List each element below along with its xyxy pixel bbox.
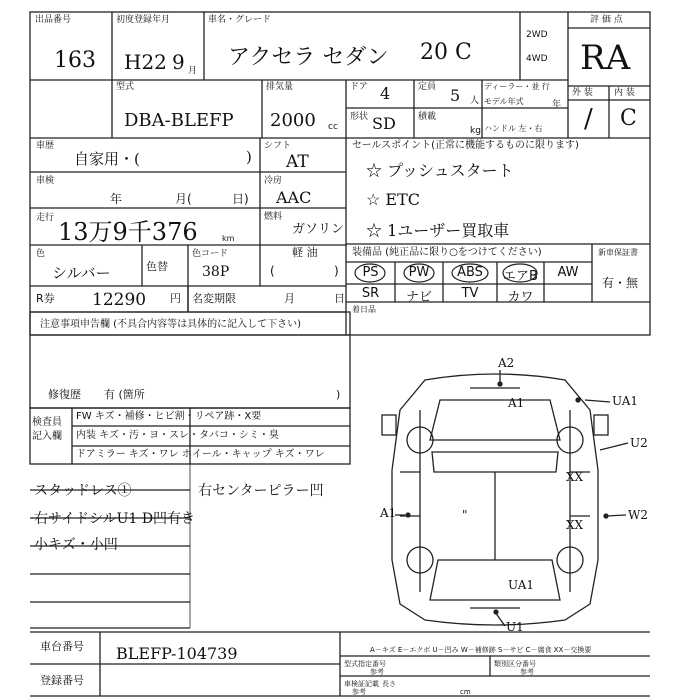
door-value: 4 bbox=[380, 84, 391, 103]
interior-label: 内 装 bbox=[614, 88, 635, 98]
eval-label: 評 価 点 bbox=[590, 15, 623, 25]
equip-pw: PW bbox=[408, 265, 430, 280]
inspector-row2: 内装 キズ・汚・ヨ・スレ・タバコ・シミ・臭 bbox=[76, 430, 279, 441]
fuel-label: 燃料 bbox=[264, 212, 283, 222]
repair-label: 修復歴 bbox=[48, 388, 81, 401]
mileage-label: 走行 bbox=[36, 213, 55, 223]
model-value: DBA-BLEFP bbox=[124, 110, 234, 131]
shift-value: AT bbox=[286, 152, 309, 172]
equip-abs: ABS bbox=[457, 265, 483, 280]
history-close: ) bbox=[246, 148, 252, 166]
drive-2wd: 2WD bbox=[526, 30, 548, 40]
tax-label: 名変期限 bbox=[192, 292, 236, 305]
car-diagram bbox=[382, 370, 628, 626]
new-car-label: 新車保証書 bbox=[598, 248, 638, 257]
grade-value: 20 C bbox=[420, 40, 472, 65]
inspector-row1: FW キズ・補修・ヒビ割・リペア跡・X要 bbox=[76, 411, 262, 422]
mark-xx-1: XX bbox=[566, 470, 584, 484]
capacity-value: 5 bbox=[450, 86, 461, 105]
class-ref: 参考 bbox=[520, 668, 534, 676]
year-unit: 年 bbox=[552, 100, 562, 110]
diesel-label: 軽 油 bbox=[292, 246, 318, 259]
lot-number: 163 bbox=[54, 48, 96, 73]
sales-point-2: ☆ ETC bbox=[366, 190, 421, 209]
vin-label: 車台番号 bbox=[40, 640, 84, 653]
fuel-value: ガソリン bbox=[292, 222, 345, 237]
handle-label: ハンドル 左・右 bbox=[484, 124, 543, 133]
note-right: 右センターピラー凹 bbox=[198, 483, 324, 499]
mark-a2: A2 bbox=[498, 356, 515, 370]
model-label: 型式 bbox=[116, 82, 135, 92]
equip-sr: SR bbox=[361, 286, 380, 301]
mark-xx-2: XX bbox=[566, 518, 584, 532]
equip-airbag: エアB bbox=[503, 269, 538, 284]
tax-month: 月 bbox=[284, 292, 295, 305]
month-unit: 月 bbox=[188, 66, 198, 76]
color-code-label: 色コード bbox=[192, 249, 229, 259]
eval-value: RA bbox=[580, 38, 631, 78]
cooling-label: 冷房 bbox=[264, 176, 283, 186]
inspection-label: 車検 bbox=[36, 176, 55, 186]
recycle-label: R券 bbox=[36, 292, 55, 305]
exterior-value: / bbox=[584, 104, 593, 134]
tax-day: 日 bbox=[334, 292, 345, 305]
warranty-value: 有・無 bbox=[602, 276, 639, 290]
arrival-label: 着日品 bbox=[352, 305, 376, 314]
mark-w2: W2 bbox=[628, 508, 648, 522]
capacity-label: 定員 bbox=[418, 82, 437, 92]
length-label: 長さ bbox=[382, 680, 396, 688]
inspection-month: 月( bbox=[175, 192, 192, 206]
displacement-value: 2000 bbox=[270, 110, 316, 131]
fuel-paren-open: ( bbox=[270, 264, 275, 278]
size-ref: 参考 bbox=[352, 688, 366, 696]
first-reg-label: 初度登録年月 bbox=[116, 15, 171, 25]
type-label: 型式指定番号 bbox=[344, 660, 386, 668]
shape-value: SD bbox=[372, 114, 396, 133]
inspector-label: 検査員記入欄 bbox=[32, 417, 62, 442]
history-value: 自家用・( bbox=[74, 150, 140, 168]
equip-circles bbox=[346, 262, 592, 284]
shift-label: シフト bbox=[264, 141, 292, 151]
mark-u2: U2 bbox=[630, 436, 648, 450]
inspection-day: 日) bbox=[232, 192, 249, 206]
recycle-value: 12290 bbox=[92, 290, 147, 310]
color-label: 色 bbox=[36, 249, 46, 259]
name-label: 車名・グレード bbox=[208, 15, 272, 25]
cooling-value: AAC bbox=[276, 188, 312, 207]
reg-label: 登録番号 bbox=[40, 674, 84, 687]
history-label: 車歴 bbox=[36, 141, 55, 151]
mileage-unit: km bbox=[222, 234, 235, 243]
sales-point-3: ☆ 1ユーザー買取車 bbox=[366, 221, 510, 240]
mileage-value: 13万9千376 bbox=[58, 218, 198, 246]
load-label: 積載 bbox=[418, 112, 437, 122]
interior-value: C bbox=[620, 106, 637, 131]
mark-a1-left: A1 bbox=[380, 506, 397, 520]
color-value: シルバー bbox=[52, 264, 111, 282]
length-unit: cm bbox=[460, 688, 471, 696]
capacity-unit: 人 bbox=[470, 96, 480, 106]
model-year-label: モデル年式 bbox=[484, 97, 524, 106]
size-label: 車検証記載 bbox=[344, 680, 379, 688]
load-unit: kg bbox=[470, 126, 481, 136]
shape-label: 形状 bbox=[350, 112, 369, 122]
type-ref: 参考 bbox=[370, 668, 384, 676]
note-line-3: 小キズ・小凹 bbox=[34, 537, 118, 553]
displacement-unit: cc bbox=[328, 122, 338, 132]
legend-text: A－キズ E－エクボ U－凹み W－補修跡 S－サビ C－腐食 XX－交換要 bbox=[370, 646, 592, 654]
exterior-label: 外 装 bbox=[572, 88, 593, 98]
equip-ps: PS bbox=[362, 265, 379, 280]
equip-aw: AW bbox=[557, 265, 579, 280]
mark-ua1-right: UA1 bbox=[612, 394, 639, 408]
sales-label: セールスポイント(正常に機能するものに限ります) bbox=[352, 140, 579, 151]
color-code-value: 38P bbox=[202, 264, 230, 280]
first-reg-era: H22 bbox=[124, 50, 167, 74]
note-line-1: スタッドレス① bbox=[34, 483, 132, 499]
mark-a1-top: A1 bbox=[508, 396, 525, 410]
repair-close: ) bbox=[336, 388, 341, 401]
fuel-paren-close: ) bbox=[334, 264, 339, 278]
displacement-label: 排気量 bbox=[266, 82, 294, 92]
lot-label: 出品番号 bbox=[35, 15, 72, 25]
mark-ua1-rear: UA1 bbox=[508, 578, 535, 592]
repair-value: 有 (箇所 bbox=[104, 388, 145, 401]
name-value: アクセラ セダン bbox=[228, 45, 389, 70]
yen-unit: 円 bbox=[170, 292, 181, 305]
class-label: 類別区分番号 bbox=[494, 660, 536, 668]
color-change-label: 色替 bbox=[146, 260, 168, 273]
equipment-label: 装備品 (純正品に限り○をつけてください) bbox=[352, 247, 542, 258]
first-reg-month: 9 bbox=[172, 50, 185, 74]
equip-navi: ナビ bbox=[405, 290, 432, 305]
note-line-2: 右サイドシルU1 D凹有き bbox=[34, 511, 196, 527]
inspector-row3: ドアミラー キズ・ワレ ホイール・キャップ キズ・ワレ bbox=[76, 449, 325, 460]
equip-leather: カワ bbox=[507, 290, 534, 305]
mark-u1: U1 bbox=[506, 620, 524, 634]
dealer-label: ディーラー・並 行 bbox=[484, 82, 550, 91]
mark-quote: " bbox=[462, 508, 468, 522]
equip-tv: TV bbox=[461, 286, 479, 301]
notes-label: 注意事項申告欄 (不具合内容等は具体的に記入して下さい) bbox=[40, 319, 301, 330]
door-label: ドア bbox=[350, 82, 368, 92]
inspection-year: 年 bbox=[110, 192, 123, 206]
drive-4wd: 4WD bbox=[526, 54, 548, 64]
vin-value: BLEFP-104739 bbox=[116, 644, 238, 663]
sales-point-1: ☆ プッシュスタート bbox=[366, 161, 514, 180]
